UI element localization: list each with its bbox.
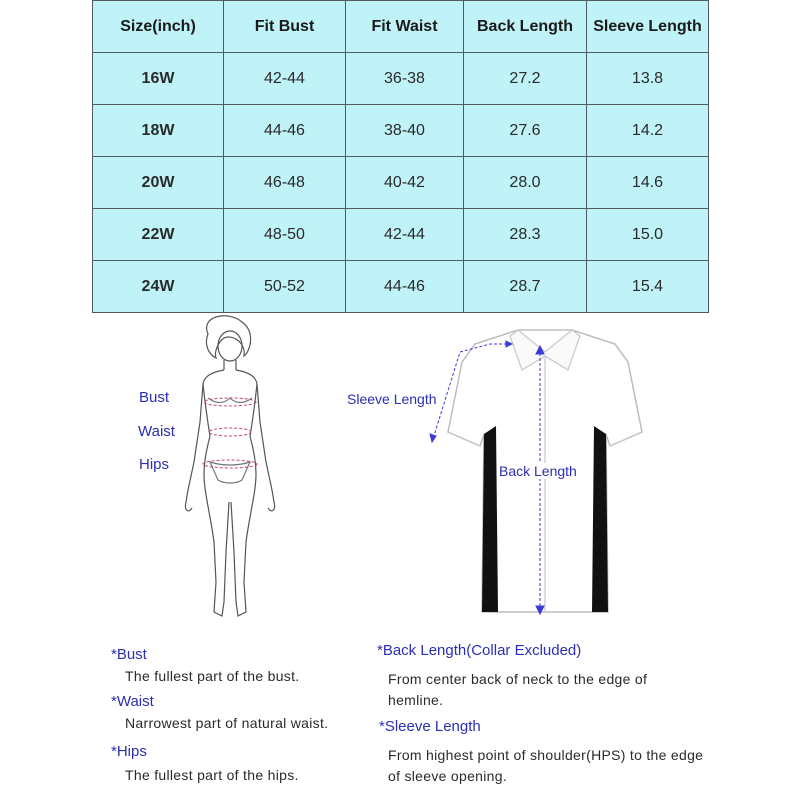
table-row (93, 261, 709, 313)
figure-head (218, 331, 242, 361)
sleeve-length-cell: 14.6 (587, 157, 709, 209)
figure-hair (206, 316, 250, 358)
fit-waist-cell: 42-44 (346, 209, 464, 261)
fit-bust-cell: 42-44 (224, 53, 346, 105)
waist-label: Waist (138, 423, 175, 440)
back-length-note-text: From center back of neck to the edge of hemline. (388, 671, 648, 708)
fit-waist-cell: 44-46 (346, 261, 464, 313)
back-length-cell: 28.7 (464, 261, 587, 313)
sleeve-length-cell: 14.2 (587, 105, 709, 157)
header-size: Size(inch) (93, 1, 224, 53)
hips-label: Hips (139, 456, 170, 473)
table-row (93, 53, 709, 105)
header-fit-bust: Fit Bust (224, 1, 346, 53)
size-cell: 22W (93, 209, 224, 261)
bust-label: Bust (139, 389, 170, 406)
body-measurement-figure (170, 312, 290, 632)
table-row (93, 157, 709, 209)
fit-waist-cell: 40-42 (346, 157, 464, 209)
table-row (93, 105, 709, 157)
fit-waist-cell: 38-40 (346, 105, 464, 157)
waist-measure-line (209, 428, 251, 436)
header-sleeve-length: Sleeve Length (587, 1, 709, 53)
size-cell: 24W (93, 261, 224, 313)
sleeve-length-cell: 15.4 (587, 261, 709, 313)
fit-bust-cell: 44-46 (224, 105, 346, 157)
waist-note-heading: *Waist (111, 693, 154, 710)
back-length-cell: 27.2 (464, 53, 587, 105)
fit-bust-cell: 46-48 (224, 157, 346, 209)
sleeve-length-cell: 13.8 (587, 53, 709, 105)
bust-note-heading: *Bust (111, 646, 147, 663)
size-cell: 20W (93, 157, 224, 209)
back-length-cell: 27.6 (464, 105, 587, 157)
header-fit-waist: Fit Waist (346, 1, 464, 53)
size-chart-table (92, 0, 709, 313)
back-length-cell: 28.0 (464, 157, 587, 209)
size-cell: 18W (93, 105, 224, 157)
fit-waist-cell: 36-38 (346, 53, 464, 105)
bust-note-text: The fullest part of the bust. (125, 668, 300, 684)
back-length-label: Back Length (499, 463, 577, 479)
back-length-cell: 28.3 (464, 209, 587, 261)
sleeve-length-note-text: From highest point of shoulder(HPS) to the edge of sleeve opening. (388, 747, 704, 784)
sleeve-length-label: Sleeve Length (347, 391, 437, 407)
fit-bust-cell: 48-50 (224, 209, 346, 261)
back-length-note-heading: *Back Length(Collar Excluded) (377, 642, 582, 659)
hips-note-heading: *Hips (111, 743, 147, 760)
sleeve-length-note-heading: *Sleeve Length (379, 718, 481, 735)
waist-note-text: Narrowest part of natural waist. (125, 715, 329, 731)
header-back-length: Back Length (464, 1, 587, 53)
table-header-row (93, 1, 709, 53)
bust-measure-line (204, 398, 256, 406)
size-cell: 16W (93, 53, 224, 105)
hips-note-text: The fullest part of the hips. (125, 767, 299, 783)
measure-lines (203, 398, 257, 468)
sleeve-length-cell: 15.0 (587, 209, 709, 261)
table-row (93, 209, 709, 261)
fit-bust-cell: 50-52 (224, 261, 346, 313)
